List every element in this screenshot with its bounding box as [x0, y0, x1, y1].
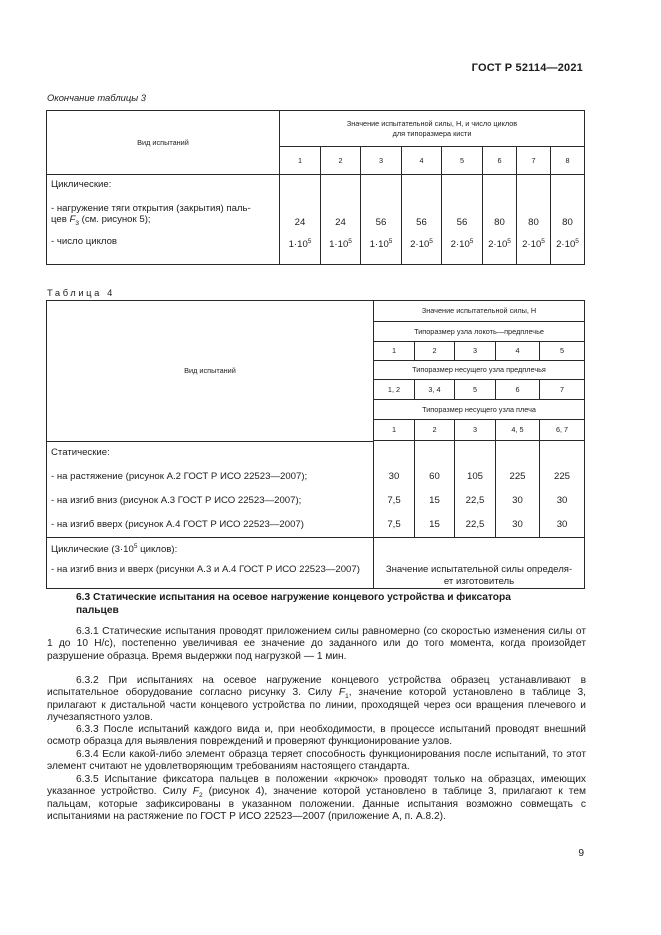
table4-value: 225	[496, 465, 540, 489]
page-number: 9	[578, 848, 584, 859]
table3-caption: Окончание таблицы 3	[47, 92, 146, 103]
cycle-mantissa: 2·10	[488, 238, 508, 250]
table3-value-cell	[442, 175, 483, 265]
cycle-mantissa: 2·10	[556, 238, 576, 250]
elbow-size: 2	[415, 342, 455, 361]
table4-value: 22,5	[455, 489, 496, 513]
force-subscript: 3	[75, 219, 79, 227]
forearm-size: 5	[455, 380, 496, 400]
cycle-value	[444, 239, 480, 251]
forearm-size: 1, 2	[374, 380, 415, 400]
table3-value-cell	[280, 175, 321, 265]
size-header: 4	[402, 147, 442, 175]
force-variable: F	[192, 786, 199, 798]
forearm-size: 6	[496, 380, 540, 400]
table4-value: 30	[496, 513, 540, 537]
table4-row-label: - на изгиб вверх (рисунок А.4 ГОСТ Р ИСО 22523—2007)	[47, 513, 374, 537]
force-variable: F	[338, 687, 346, 699]
size-header: 5	[442, 147, 483, 175]
cycle-value	[363, 239, 399, 251]
cycle-value	[323, 239, 358, 251]
table3-cycles-label: - число циклов	[51, 235, 118, 247]
table4-value: 15	[415, 489, 455, 513]
size-header: 3	[361, 147, 402, 175]
table4-value: 7,5	[374, 513, 415, 537]
force-value: 80	[528, 217, 539, 228]
table4-value: 30	[540, 513, 585, 537]
text-part: цев	[51, 214, 70, 225]
force-subscript: 1	[345, 693, 349, 701]
section-title-line: пальцев	[76, 605, 119, 616]
cycle-exponent: 5	[469, 237, 474, 245]
shoulder-size: 2	[415, 420, 455, 441]
table4-col-header: Вид испытаний	[47, 301, 374, 442]
forearm-size: 7	[540, 380, 585, 400]
table4-static-label: Статические:	[47, 441, 374, 465]
cycle-mantissa: 2·10	[522, 238, 542, 250]
section-title-line: 6.3 Статические испытания на осевое нагружение концевого устройства и фиксатора	[76, 592, 511, 603]
cycle-mantissa: 1·10	[288, 238, 308, 250]
cycle-value	[553, 239, 582, 251]
cycle-exponent: 5	[133, 542, 138, 550]
cycle-exponent: 5	[575, 237, 579, 245]
table4-value: 15	[415, 513, 455, 537]
table4-row-label: - на растяжение (рисунок А.2 ГОСТ Р ИСО 22523—2007);	[47, 465, 374, 489]
cycle-mantissa: 1·10	[329, 238, 349, 250]
table3-value-cell	[483, 175, 517, 265]
table3-group-header	[280, 111, 585, 147]
elbow-size: 5	[540, 342, 585, 361]
table3-group-header-line2: для типоразмера кисти	[392, 128, 472, 138]
table4-cyclic-label	[47, 537, 374, 562]
value-line: ет изготовитель	[443, 576, 515, 587]
force-variable: F	[69, 214, 76, 225]
paragraph-text: , значение которой установлено в таблице 3, прилагают к дистальной части концевого устройства по линии, проходящей через оси вращения плечевого и лучезапястного узлов.	[47, 687, 586, 724]
table4-caption: Таблица 4	[47, 287, 115, 298]
empty-cell	[374, 537, 585, 562]
table4-value: 30	[496, 489, 540, 513]
table3-col-header: Вид испытаний	[47, 111, 280, 175]
force-value: 56	[456, 217, 468, 228]
size-header: 2	[321, 147, 361, 175]
cycle-mantissa: 2·10	[410, 238, 430, 250]
section-title	[76, 591, 586, 617]
size-header: 7	[517, 147, 551, 175]
force-value: 24	[335, 217, 346, 228]
table4-value: 60	[415, 465, 455, 489]
cycle-exponent: 5	[388, 237, 393, 245]
table3-value-cell	[402, 175, 442, 265]
force-value: 80	[562, 217, 573, 228]
elbow-size: 3	[455, 342, 496, 361]
table3-value-cell	[551, 175, 585, 265]
cycle-value	[485, 239, 514, 251]
paragraph-6-3-3	[47, 724, 586, 749]
table4-header-force: Значение испытательной силы, Н	[374, 301, 585, 322]
table3-pull-label-line2	[51, 214, 277, 226]
table4-last-row-label: - на изгиб вниз и вверх (рисунки А.3 и А.4 ГОСТ Р ИСО 22523—2007)	[47, 562, 374, 589]
table4-last-row-value	[374, 562, 585, 589]
document-standard-number: ГОСТ Р 52114—2021	[471, 62, 583, 74]
paragraph-text: 6.3.1 Статические испытания проводят приложением силы равномерно (со скоростью изменения силы от 1 до 10 Н/с), постепенно увеличивая ее значение до заданного или до того момента, когда произойдет разрушение образца. Время выдержки под нагрузкой — 1 мин.	[47, 626, 586, 662]
text-part: Циклические (3·10	[51, 543, 134, 555]
empty-cell	[374, 441, 415, 465]
table4-value: 7,5	[374, 489, 415, 513]
empty-cell	[540, 441, 585, 465]
shoulder-size: 6, 7	[540, 420, 585, 441]
paragraph-6-3-5	[47, 774, 586, 824]
elbow-size: 4	[496, 342, 540, 361]
cycle-exponent: 5	[429, 237, 433, 245]
size-header: 6	[483, 147, 517, 175]
table3-value-cell	[361, 175, 402, 265]
force-value: 80	[494, 217, 505, 228]
table3-row-labels	[47, 175, 280, 265]
empty-cell	[496, 441, 540, 465]
table4	[46, 300, 585, 589]
table3-cyclic-label: Циклические:	[51, 179, 112, 190]
paragraph-6-3-4	[47, 749, 586, 774]
cycle-exponent: 5	[507, 237, 511, 245]
cycle-value	[404, 239, 439, 251]
force-value: 56	[416, 217, 427, 228]
cycle-mantissa: 1·10	[369, 238, 389, 250]
forearm-size: 3, 4	[415, 380, 455, 400]
paragraph-text: 6.3.3 После испытаний каждого вида и, при необходимости, в процессе испытаний проводят внешний осмотр образца для выявления повреждений и проверяют функционирование узлов.	[47, 724, 586, 748]
table3-group-header-line1: Значение испытательной силы, Н, и число циклов	[346, 119, 518, 129]
cycle-exponent: 5	[348, 237, 352, 245]
table3-value-cell	[517, 175, 551, 265]
paragraph-text: 6.3.5 Испытание фиксатора пальцев в положении «крючок» проводят только на образцах, имеющих указанное устройство. Силу	[47, 774, 586, 798]
table3-value-cell	[321, 175, 361, 265]
elbow-size: 1	[374, 342, 415, 361]
table4-value: 225	[540, 465, 585, 489]
text-part: циклов):	[137, 543, 178, 555]
paragraph-text: 6.3.2 При испытаниях на осевое нагружение концевого устройства образец устанавливают в испытательное оборудование согласно рисунку 3. Силу	[47, 675, 586, 699]
cycle-mantissa: 2·10	[450, 238, 470, 250]
force-subscript: 2	[198, 792, 203, 800]
table4-row-label: - на изгиб вниз (рисунок А.3 ГОСТ Р ИСО 22523—2007);	[47, 489, 374, 513]
table3	[46, 110, 585, 265]
paragraph-6-3-2	[47, 675, 586, 725]
size-header: 1	[280, 147, 321, 175]
table4-value: 105	[455, 465, 496, 489]
paragraph-text: 6.3.4 Если какой-либо элемент образца теряет способность функционирования после испытаний, то этот элемент считают не удовлетворяющим требованиям настоящего стандарта.	[47, 749, 586, 773]
table4-header-shoulder: Типоразмер несущего узла плеча	[374, 400, 585, 420]
table4-header-forearm: Типоразмер несущего узла предплечья	[374, 361, 585, 380]
force-value: 24	[294, 217, 306, 228]
table4-header-elbow: Типоразмер узла локоть—предплечье	[374, 322, 585, 342]
empty-cell	[455, 441, 496, 465]
cycle-value	[519, 239, 548, 251]
cycle-value	[282, 239, 318, 251]
text-part: (см. рисунок 5);	[79, 214, 151, 225]
shoulder-size: 3	[455, 420, 496, 441]
cycle-exponent: 5	[541, 237, 545, 245]
table3-pull-label-line1: - нагружение тяги открытия (закрытия) паль-	[51, 202, 251, 214]
value-line: Значение испытательной силы определя-	[385, 564, 573, 575]
paragraph-text: (рисунок 4), значение которой установлено в таблице 3, прилагают к тем пальцам, которые зафиксированы в указанном положении. Данные испытания возможно совмещать с испытаниями на растяжение по ГОСТ Р ИСО 22523—2007 (приложение А, п. А.8.2).	[47, 786, 586, 823]
size-header: 8	[551, 147, 585, 175]
cycle-exponent: 5	[307, 237, 312, 245]
table4-value: 30	[540, 489, 585, 513]
shoulder-size: 4, 5	[496, 420, 540, 441]
table4-value: 30	[374, 465, 415, 489]
empty-cell	[415, 441, 455, 465]
force-value: 56	[375, 217, 387, 228]
shoulder-size: 1	[374, 420, 415, 441]
paragraph-6-3-1	[47, 626, 586, 663]
table4-value: 22,5	[455, 513, 496, 537]
